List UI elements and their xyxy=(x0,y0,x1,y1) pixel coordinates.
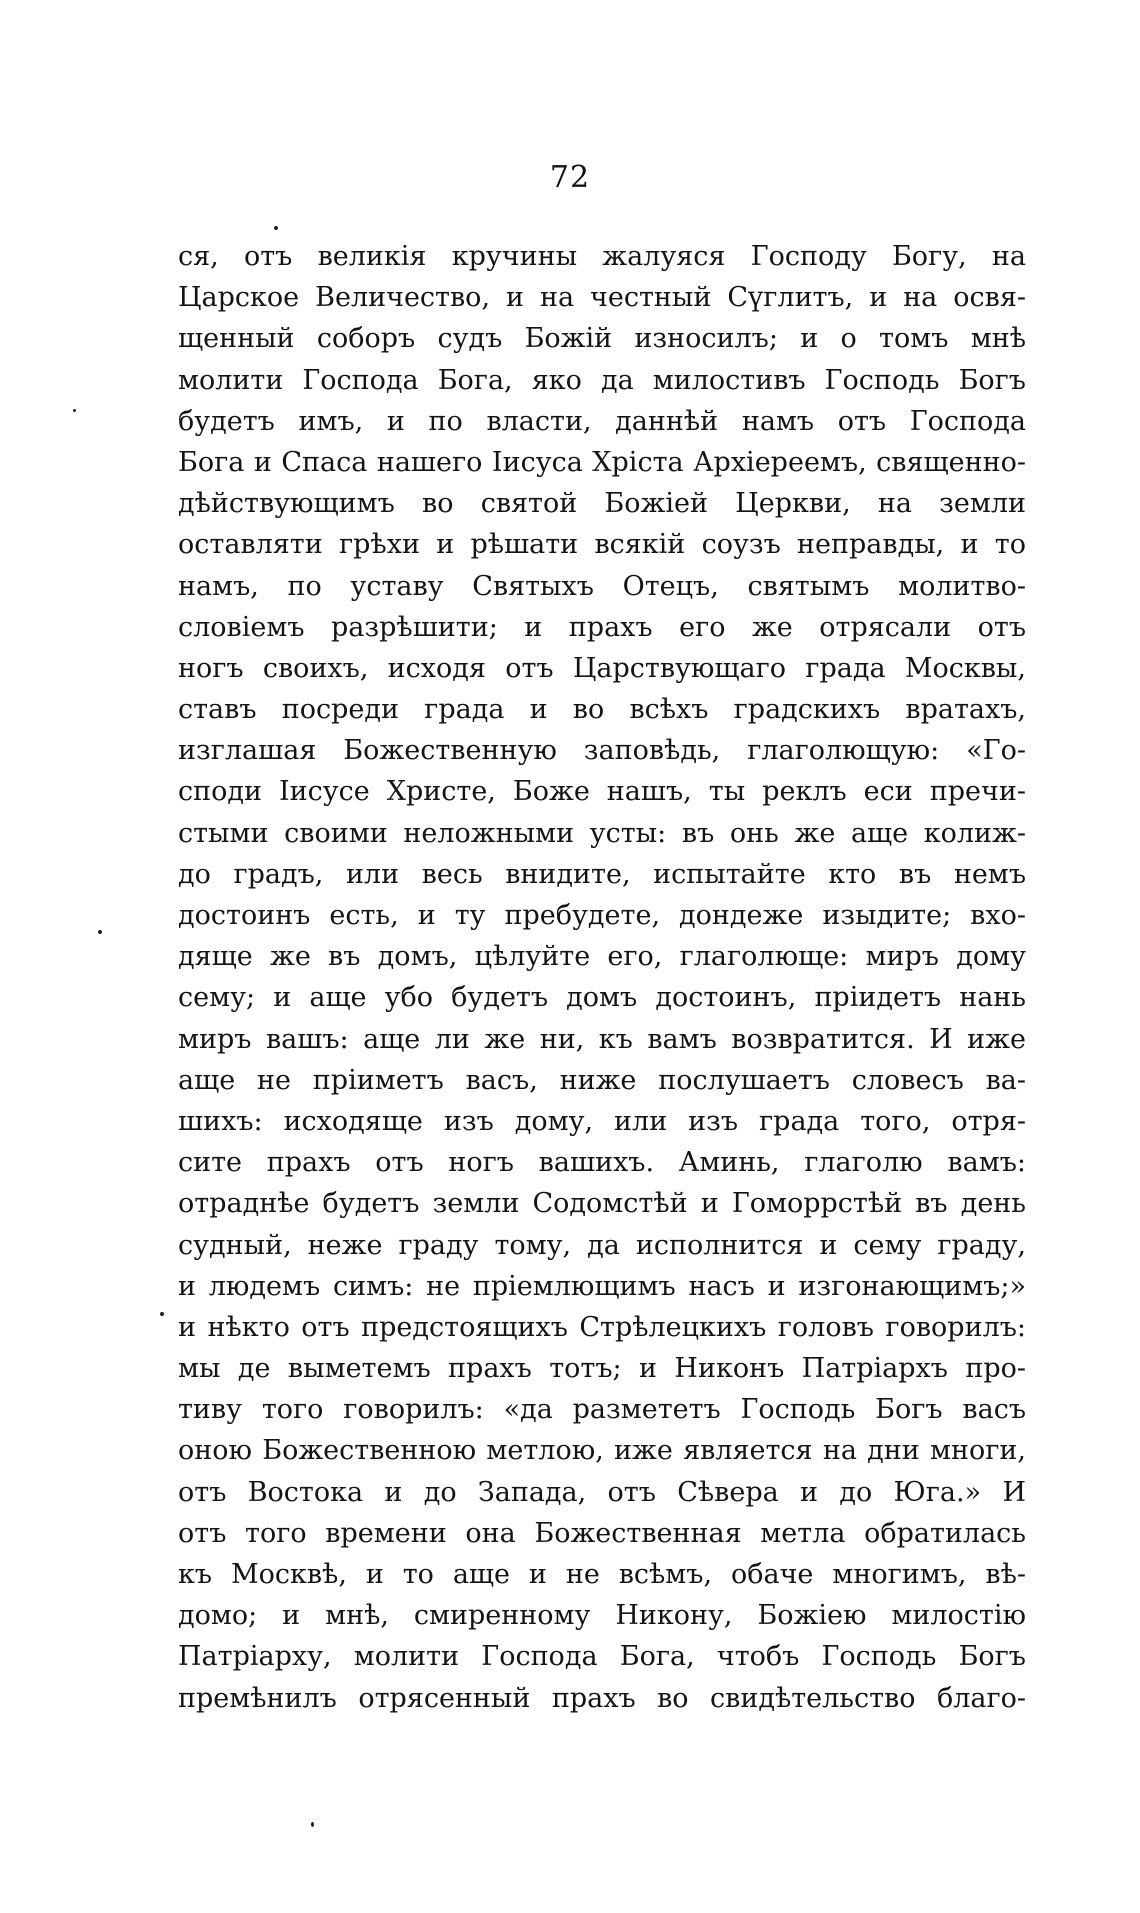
text-line: намъ, по уставу Святыхъ Отецъ, святымъ молитво- xyxy=(178,570,1026,602)
text-line: домо; и мнѣ, смиренному Никону, Божіею милостію xyxy=(178,1600,1026,1632)
text-line: ногъ своихъ, исходя отъ Царствующаго града Москвы, xyxy=(178,652,1026,684)
text-line: сите прахъ отъ ногъ вашихъ. Аминь, глаголю вамъ: xyxy=(178,1147,1026,1179)
text-line: Патріарху, молити Господа Бога, чтобъ Господь Богъ xyxy=(178,1641,1026,1673)
text-line: словіемъ разрѣшити; и прахъ его же отрясали отъ xyxy=(178,611,1026,643)
text-line: достоинъ есть, и ту пребудете, дондеже изыдите; вхо- xyxy=(178,900,1026,931)
text-line: ся, отъ великія кручины жалуяся Господу Богу, на xyxy=(178,241,1026,272)
text-line: споди Іисусе Христе, Боже нашъ, ты реклъ еси пречи- xyxy=(178,776,1026,808)
text-line: отъ Востока и до Запада, отъ Сѣвера и до Юга.» И xyxy=(178,1476,1026,1508)
text-line: щенный соборъ судъ Божій износилъ; и о томъ мнѣ xyxy=(178,323,1026,355)
text-line: до градъ, или весь внидите, испытайте кто въ немъ xyxy=(178,858,1026,890)
body-text xyxy=(178,236,1026,1719)
text-line: тиву того говорилъ: «да размететъ Господь Богъ васъ xyxy=(178,1394,1026,1426)
text-line: мы де выметемъ прахъ тотъ; и Никонъ Патріархъ про- xyxy=(178,1353,1026,1385)
page-number: 72 xyxy=(549,160,591,195)
ink-speck xyxy=(160,1312,164,1316)
text-line: ставъ посреди града и во всѣхъ градскихъ вратахъ, xyxy=(178,694,1026,726)
text-line: судный, неже граду тому, да исполнится и сему граду, xyxy=(178,1229,1026,1261)
text-line: Царское Величество, и на честный Сүглитъ, и на освя- xyxy=(178,282,1026,314)
text-line: дѣйствующимъ во святой Божіей Церкви, на земли xyxy=(178,488,1026,520)
text-line: изглашая Божественную заповѣдь, глаголющую: «Го- xyxy=(178,735,1026,767)
text-line: миръ вашъ: аще ли же ни, къ вамъ возвратится. И иже xyxy=(178,1023,1026,1055)
ink-speck xyxy=(311,1822,314,1827)
text-line: оставляти грѣхи и рѣшати всякій соузъ неправды, и то xyxy=(178,529,1026,561)
ink-speck xyxy=(98,930,102,934)
text-line: оною Божественною метлою, иже является на дни многи, xyxy=(178,1435,1026,1467)
text-line: стыми своими неложными усты: въ онь же аще колиж- xyxy=(178,817,1026,849)
text-line: премѣнилъ отрясенный прахъ во свидѣтельство благо- xyxy=(178,1682,1026,1714)
text-line: шихъ: исходяще изъ дому, или изъ града того, отря- xyxy=(178,1105,1026,1137)
text-line: дяще же въ домъ, цѣлуйте его, глаголюще: миръ дому xyxy=(178,941,1026,973)
text-line: къ Москвѣ, и то аще и не всѣмъ, обаче многимъ, вѣ- xyxy=(178,1559,1026,1590)
text-line: аще не пріиметъ васъ, ниже послушаетъ словесъ ва- xyxy=(178,1064,1026,1096)
text-line: и людемъ симъ: не пріемлющимъ насъ и изгонающимъ;» xyxy=(178,1270,1026,1302)
text-line: сему; и аще убо будетъ домъ достоинъ, пріидетъ нань xyxy=(178,982,1026,1014)
text-line: и нѣкто отъ предстоящихъ Стрѣлецкихъ головъ говорилъ: xyxy=(178,1311,1026,1343)
text-line: Бога и Спаса нашего Іисуса Хріста Архіереемъ, священно- xyxy=(178,446,1026,478)
text-line: будетъ имъ, и по власти, даннѣй намъ отъ Господа xyxy=(178,405,1026,437)
text-line: молити Господа Бога, яко да милостивъ Господь Богъ xyxy=(178,364,1026,396)
text-line: отраднѣе будетъ земли Содомстѣй и Гоморрстѣй въ день xyxy=(178,1188,1026,1220)
text-line: отъ того времени она Божественная метла обратилась xyxy=(178,1517,1026,1549)
ink-speck xyxy=(73,409,76,412)
ink-speck xyxy=(274,226,278,230)
